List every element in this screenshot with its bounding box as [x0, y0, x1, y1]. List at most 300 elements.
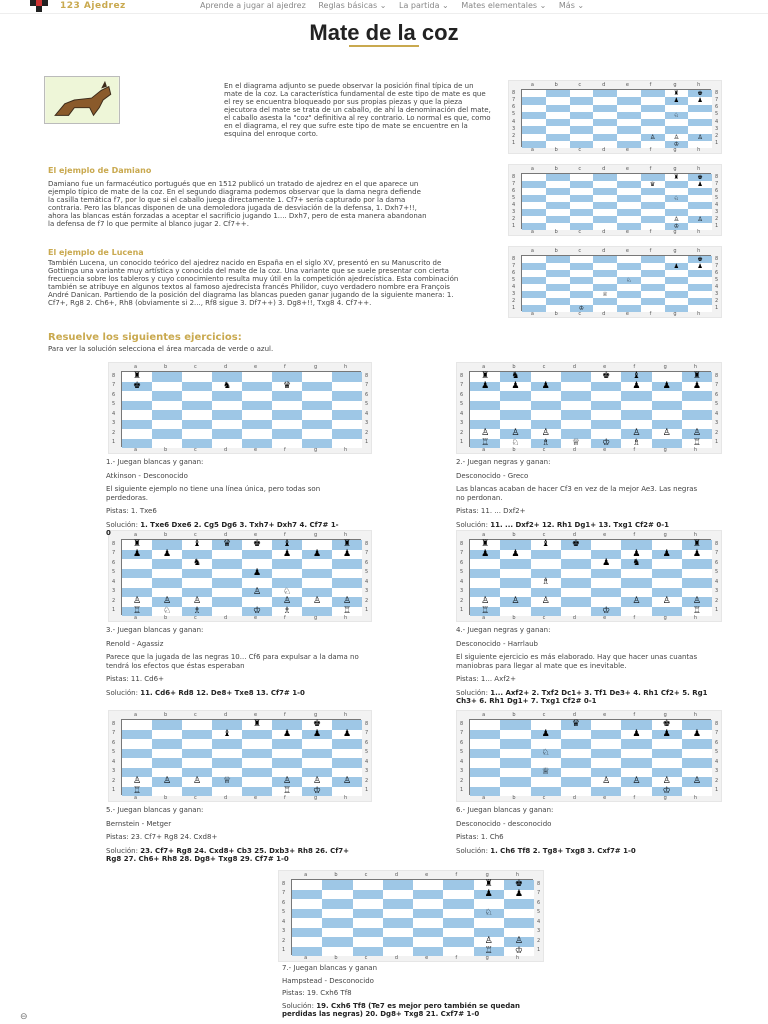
file-label: g — [673, 166, 677, 172]
problem-4-players: Desconocido - Harrlaub — [456, 639, 538, 648]
problem-7-players: Hampstead - Desconocido — [282, 976, 374, 985]
board-square — [617, 119, 641, 126]
board-square — [652, 730, 682, 740]
board-square — [570, 97, 594, 104]
file-label: b — [554, 311, 558, 317]
rank-label: 6 — [715, 269, 719, 276]
file-label: d — [572, 795, 577, 801]
board-square — [591, 410, 621, 420]
chess-piece-icon: ♗ — [632, 437, 641, 448]
board-square — [617, 188, 641, 195]
nav-item-reglas[interactable]: Reglas básicas ⌄ — [318, 1, 387, 10]
chess-piece-icon: ♟ — [692, 380, 701, 391]
board-square — [302, 420, 332, 430]
board-square — [641, 270, 665, 277]
problem-5-hint: Pistas: 23. Cf7+ Rg8 24. Cxd8+ — [106, 833, 218, 841]
file-label: a — [482, 712, 486, 718]
chess-piece-icon: ♜ — [484, 879, 493, 889]
board-square — [617, 126, 641, 133]
chess-piece-icon: ♙ — [511, 428, 520, 438]
file-label: g — [485, 955, 489, 961]
board-square — [272, 559, 302, 569]
file-label: g — [314, 795, 318, 801]
board-square — [292, 890, 322, 900]
rank-label: 2 — [365, 777, 369, 784]
file-label: d — [572, 615, 577, 621]
board-square — [383, 880, 413, 890]
board-square — [546, 277, 570, 284]
chess-piece-icon: ♙ — [252, 586, 262, 597]
board-square — [570, 134, 594, 141]
board-square — [652, 758, 682, 768]
board-square — [212, 559, 242, 569]
problem-4-solution[interactable]: 1... Axf2+ 2. Txf2 Dc1+ 3. Tf1 De3+ 4. Rh1 Cf2+ 5. Rg1 Ch3+ 6. Rh1 Dg1+ 7. Txg1 Cf2# 0-1 — [456, 688, 708, 705]
board-square — [561, 588, 591, 598]
file-label: b — [554, 147, 558, 153]
board-square — [470, 768, 500, 778]
chess-piece-icon: ♜ — [481, 539, 490, 549]
rank-label: 3 — [715, 588, 719, 595]
chess-piece-icon: ♗ — [192, 605, 202, 616]
board-square — [332, 578, 362, 588]
nav-item-partida[interactable]: La partida ⌄ — [399, 1, 449, 10]
board-square — [302, 569, 332, 579]
board-square — [522, 277, 546, 284]
problem-7-solution[interactable]: 19. Cxh6 Tf8 (Te7 es mejor pero también se quedan perdidas las negras) 20. Dg8+ Txg8 21. Cxf7# 1-0 — [282, 1001, 520, 1018]
board-square — [272, 787, 302, 797]
rank-label: 3 — [365, 420, 369, 427]
chess-piece-icon: ♜ — [132, 371, 142, 381]
board-square — [561, 569, 591, 579]
board-square — [652, 550, 682, 560]
file-label: c — [542, 712, 546, 718]
board-square — [561, 758, 591, 768]
file-label: a — [134, 615, 138, 621]
board-square — [688, 263, 712, 270]
file-label: g — [314, 532, 318, 538]
rank-label: 5 — [365, 401, 369, 408]
file-label: g — [673, 82, 677, 88]
board-square — [152, 569, 182, 579]
board-square — [591, 578, 621, 588]
brand-name[interactable]: 123 Ajedrez — [60, 1, 126, 11]
board-square — [665, 284, 689, 291]
board-square — [302, 410, 332, 420]
board-square — [682, 777, 712, 787]
board-square — [322, 909, 352, 919]
chess-piece-icon: ♚ — [697, 256, 703, 263]
board-square — [621, 777, 651, 787]
chess-board-4 — [108, 362, 372, 454]
file-label: h — [697, 248, 701, 254]
chess-piece-icon: ♚ — [571, 539, 580, 549]
board-square — [546, 134, 570, 141]
file-label: g — [673, 147, 677, 153]
chess-piece-icon: ♗ — [282, 605, 292, 616]
rank-label: 5 — [512, 194, 516, 201]
chess-piece-icon: ♟ — [481, 380, 490, 391]
file-label: d — [602, 248, 606, 254]
board-square — [332, 391, 362, 401]
board-square — [570, 284, 594, 291]
board-square — [302, 429, 332, 439]
problem-5 — [106, 806, 366, 864]
board-square — [688, 277, 712, 284]
rank-label: 6 — [365, 391, 369, 398]
board-square — [546, 298, 570, 305]
board-square — [504, 918, 534, 928]
chess-piece-icon: ♕ — [571, 437, 580, 448]
file-label: h — [693, 795, 698, 801]
file-label: h — [515, 872, 520, 878]
board-square — [570, 202, 594, 209]
board-square — [561, 777, 591, 787]
file-label: h — [344, 615, 348, 621]
board-square — [474, 890, 504, 900]
rank-label: 8 — [460, 540, 464, 547]
chess-piece-icon: ♙ — [662, 428, 671, 438]
board-square — [641, 277, 665, 284]
rank-label: 3 — [112, 420, 116, 427]
board-square — [561, 410, 591, 420]
chess-piece-icon: ♖ — [282, 785, 292, 796]
file-label: a — [134, 447, 138, 453]
board-square — [242, 758, 272, 768]
board-square — [546, 256, 570, 263]
file-label: e — [254, 712, 258, 718]
file-label: f — [284, 795, 286, 801]
board-square — [443, 880, 473, 890]
file-label: d — [394, 872, 399, 878]
rank-label: 8 — [112, 540, 116, 547]
board-square — [272, 429, 302, 439]
board-square — [641, 105, 665, 112]
rank-label: 4 — [112, 410, 116, 417]
board-square — [474, 918, 504, 928]
board-square — [617, 112, 641, 119]
file-label: g — [673, 229, 677, 235]
nav-item-aprende[interactable]: Aprende a jugar al ajedrez — [200, 1, 306, 10]
rank-label: 1 — [715, 787, 719, 794]
chess-piece-icon: ♖ — [692, 605, 701, 616]
rank-label: 6 — [715, 739, 719, 746]
chess-piece-icon: ♖ — [484, 945, 493, 956]
board-square — [122, 730, 152, 740]
board-square — [182, 730, 212, 740]
board-square — [122, 391, 152, 401]
chess-piece-icon: ♛ — [222, 539, 232, 549]
chess-grid — [469, 371, 711, 447]
board-square — [332, 569, 362, 579]
board-square — [152, 559, 182, 569]
board-square — [621, 730, 651, 740]
rank-label: 7 — [512, 96, 516, 103]
board-square — [212, 749, 242, 759]
board-square — [413, 937, 443, 947]
file-label: b — [512, 795, 516, 801]
file-label: h — [693, 447, 698, 453]
file-label: g — [663, 532, 667, 538]
board-square — [332, 382, 362, 392]
board-square — [500, 768, 530, 778]
chess-piece-icon: ♚ — [697, 174, 703, 181]
file-label: h — [344, 532, 348, 538]
board-square — [242, 588, 272, 598]
board-square — [212, 540, 242, 550]
board-square — [561, 391, 591, 401]
board-square — [641, 188, 665, 195]
file-label: b — [512, 532, 516, 538]
board-square — [593, 291, 617, 298]
board-square — [302, 401, 332, 411]
rank-label: 4 — [365, 410, 369, 417]
chess-piece-icon: ♟ — [662, 548, 671, 559]
rank-label: 5 — [365, 749, 369, 756]
file-label: e — [254, 615, 258, 621]
file-label: c — [578, 82, 582, 88]
chess-grid — [121, 539, 361, 615]
board-square — [212, 730, 242, 740]
board-square — [641, 97, 665, 104]
problem-5-solution[interactable]: 23. Cf7+ Rg8 24. Cxd8+ Cb3 25. Dxb3+ Rh8 26. Cf7+ Rg8 27. Ch6+ Rh8 28. Dg8+ Txg8 29. Cf7# 1-0 — [106, 846, 350, 863]
rank-label: 4 — [282, 918, 286, 925]
board-square — [531, 777, 561, 787]
problem-2-note: Las blancas acaban de hacer Cf3 en vez de la mejor Ae3. Las negras no perdonan. — [456, 485, 698, 502]
board-square — [682, 758, 712, 768]
board-square — [570, 305, 594, 312]
board-square — [332, 739, 362, 749]
board-square — [443, 899, 473, 909]
problem-1-solution[interactable]: 1. Txe6 Dxe6 2. Cg5 Dg6 3. Txh7+ Dxh7 4. Cf7# 1-0 — [106, 520, 339, 537]
problem-6-solution[interactable]: 1. Ch6 Tf8 2. Tg8+ Txg8 3. Cxf7# 1-0 — [490, 846, 636, 855]
chess-piece-icon: ♟ — [282, 728, 292, 739]
board-square — [652, 569, 682, 579]
problem-2-solution[interactable]: 11. ... Dxf2+ 12. Rh1 Dg1+ 13. Txg1 Cf2# 0-1 — [490, 520, 669, 529]
board-square — [152, 749, 182, 759]
rank-label: 4 — [512, 201, 516, 208]
chess-piece-icon: ♙ — [692, 428, 701, 438]
rank-label: 5 — [460, 749, 464, 756]
rank-label: 8 — [460, 372, 464, 379]
file-label: e — [254, 532, 258, 538]
board-square — [561, 382, 591, 392]
chess-board-10 — [278, 870, 544, 962]
board-square — [242, 372, 272, 382]
board-square — [272, 569, 302, 579]
chess-piece-icon: ♜ — [252, 719, 262, 729]
chess-piece-icon: ♚ — [662, 719, 671, 729]
rank-label: 6 — [460, 391, 464, 398]
board-square — [621, 569, 651, 579]
board-square — [332, 372, 362, 382]
problem-3-solution[interactable]: 11. Cd6+ Rd8 12. De8+ Txe8 13. Cf7# 1-0 — [140, 688, 305, 697]
board-square — [500, 391, 530, 401]
board-square — [688, 298, 712, 305]
chess-board-7 — [456, 530, 722, 622]
board-square — [474, 909, 504, 919]
file-label: c — [364, 955, 368, 961]
board-square — [443, 918, 473, 928]
rank-label: 2 — [460, 429, 464, 436]
rank-label: 4 — [512, 283, 516, 290]
board-square — [570, 216, 594, 223]
board-square — [688, 90, 712, 97]
board-square — [272, 749, 302, 759]
file-label: b — [512, 364, 516, 370]
rank-label: 8 — [537, 880, 541, 887]
file-label: g — [485, 872, 489, 878]
chess-piece-icon: ♚ — [252, 539, 262, 549]
board-square — [212, 382, 242, 392]
chess-piece-icon: ♘ — [673, 111, 680, 119]
file-label: f — [649, 82, 652, 88]
board-square — [383, 918, 413, 928]
title-underline — [349, 45, 419, 47]
problem-2-solution-label: Solución: — [456, 520, 488, 529]
file-label: d — [602, 147, 606, 153]
chess-piece-icon: ♟ — [342, 728, 352, 739]
chess-piece-icon: ♙ — [282, 776, 292, 786]
rank-label: 5 — [512, 276, 516, 283]
board-square — [302, 391, 332, 401]
chess-piece-icon: ♚ — [697, 90, 703, 97]
rank-label: 1 — [512, 304, 516, 311]
board-square — [641, 202, 665, 209]
file-label: b — [334, 872, 338, 878]
board-square — [122, 382, 152, 392]
horse-illustration — [44, 76, 120, 124]
board-square — [242, 550, 272, 560]
board-square — [641, 90, 665, 97]
board-square — [504, 899, 534, 909]
board-square — [182, 429, 212, 439]
board-square — [500, 401, 530, 411]
board-square — [470, 391, 500, 401]
rank-label: 1 — [537, 947, 541, 954]
scroll-indicator-icon[interactable]: ⊖ — [20, 1012, 28, 1022]
file-label: e — [603, 615, 607, 621]
rank-label: 8 — [715, 720, 719, 727]
board-square — [570, 181, 594, 188]
section-text-lucena: También Lucena, un conocido teórico del ajedrez nacido en España en el siglo XV, presentó en su Manuscrito de Gottinga una variante muy artística y conocida del mate de la coz. Una variante que se suele presentar con cierta frecuencia sobre los tableros y cuyo conocimiento resulta muy útil en la competición ajedrecística. Esta combinación también se atribuye en algunos textos al famoso ajedrecista francés Philidor, cuyo verdadero nombre era François André Danican. Partiendo de la posición del diagrama las blancas pueden ganar jugando de la siguiente manera: 1. Cf7+, Rg8 2. Ch6+, Rh8 (obviamente si 2..., Rf8 sigue 3. Df7++) 3. Dg8+!!, Txg8 4. Cf7++. — [48, 259, 459, 307]
board-square — [500, 730, 530, 740]
rank-label: 3 — [365, 768, 369, 775]
file-label: f — [633, 712, 636, 718]
board-square — [652, 410, 682, 420]
board-square — [383, 899, 413, 909]
rank-label: 3 — [715, 768, 719, 775]
board-square — [522, 126, 546, 133]
chess-piece-icon: ♛ — [649, 181, 656, 188]
board-square — [641, 256, 665, 263]
file-label: g — [673, 248, 677, 254]
chess-piece-icon: ♟ — [541, 380, 550, 391]
board-square — [353, 928, 383, 938]
nav-item-mas[interactable]: Más ⌄ — [558, 1, 585, 10]
board-square — [242, 730, 272, 740]
board-square — [593, 202, 617, 209]
board-square — [665, 181, 689, 188]
board-square — [688, 209, 712, 216]
rank-label: 3 — [282, 928, 286, 935]
chess-piece-icon: ♟ — [162, 548, 172, 559]
chess-piece-icon: ♙ — [162, 776, 172, 786]
problem-7-hint: Pistas: 19. Cxh6 Tf8 — [282, 989, 352, 997]
board-square — [591, 391, 621, 401]
rank-label: 1 — [365, 787, 369, 794]
board-square — [470, 578, 500, 588]
rank-label: 4 — [715, 410, 719, 417]
rank-label: 8 — [512, 173, 516, 180]
board-square — [500, 749, 530, 759]
file-label: b — [164, 532, 168, 538]
file-label: h — [344, 712, 348, 718]
board-square — [617, 134, 641, 141]
chess-piece-icon: ♖ — [132, 785, 142, 796]
chess-piece-icon: ♙ — [481, 596, 490, 606]
rank-label: 8 — [715, 89, 719, 96]
board-square — [413, 928, 443, 938]
board-square — [302, 382, 332, 392]
file-label: d — [224, 364, 228, 370]
chess-piece-icon: ♝ — [632, 371, 641, 381]
board-square — [122, 758, 152, 768]
problem-3-players: Renold - Agassiz — [106, 639, 164, 648]
board-square — [652, 382, 682, 392]
chess-piece-icon: ♟ — [481, 548, 490, 559]
board-square — [522, 298, 546, 305]
file-label: g — [314, 615, 318, 621]
board-square — [641, 216, 665, 223]
board-square — [500, 578, 530, 588]
board-square — [591, 540, 621, 550]
board-square — [212, 429, 242, 439]
file-label: b — [164, 615, 168, 621]
chess-piece-icon: ♟ — [312, 728, 322, 739]
rank-label: 5 — [112, 401, 116, 408]
file-label: b — [164, 364, 168, 370]
nav-item-mates[interactable]: Mates elementales ⌄ — [461, 1, 547, 10]
board-square — [383, 928, 413, 938]
rank-label: 6 — [365, 559, 369, 566]
chess-piece-icon: ♙ — [514, 936, 523, 946]
board-square — [546, 195, 570, 202]
board-square — [302, 758, 332, 768]
board-square — [504, 890, 534, 900]
board-square — [272, 607, 302, 617]
board-square — [665, 188, 689, 195]
file-label: a — [482, 615, 486, 621]
board-square — [353, 890, 383, 900]
board-square — [272, 410, 302, 420]
chess-piece-icon: ♘ — [626, 277, 632, 284]
board-square — [500, 597, 530, 607]
file-label: b — [512, 712, 516, 718]
rank-label: 1 — [460, 787, 464, 794]
chess-piece-icon: ♙ — [632, 776, 641, 786]
rank-label: 6 — [112, 559, 116, 566]
board-square — [182, 720, 212, 730]
rank-label: 3 — [715, 208, 719, 215]
board-square — [443, 909, 473, 919]
board-square — [561, 401, 591, 411]
board-square — [617, 270, 641, 277]
problem-1-note: El siguiente ejemplo no tiene una línea única, pero todas son perdedoras. — [106, 485, 321, 502]
board-square — [292, 928, 322, 938]
board-square — [182, 382, 212, 392]
board-square — [621, 607, 651, 617]
board-square — [682, 739, 712, 749]
